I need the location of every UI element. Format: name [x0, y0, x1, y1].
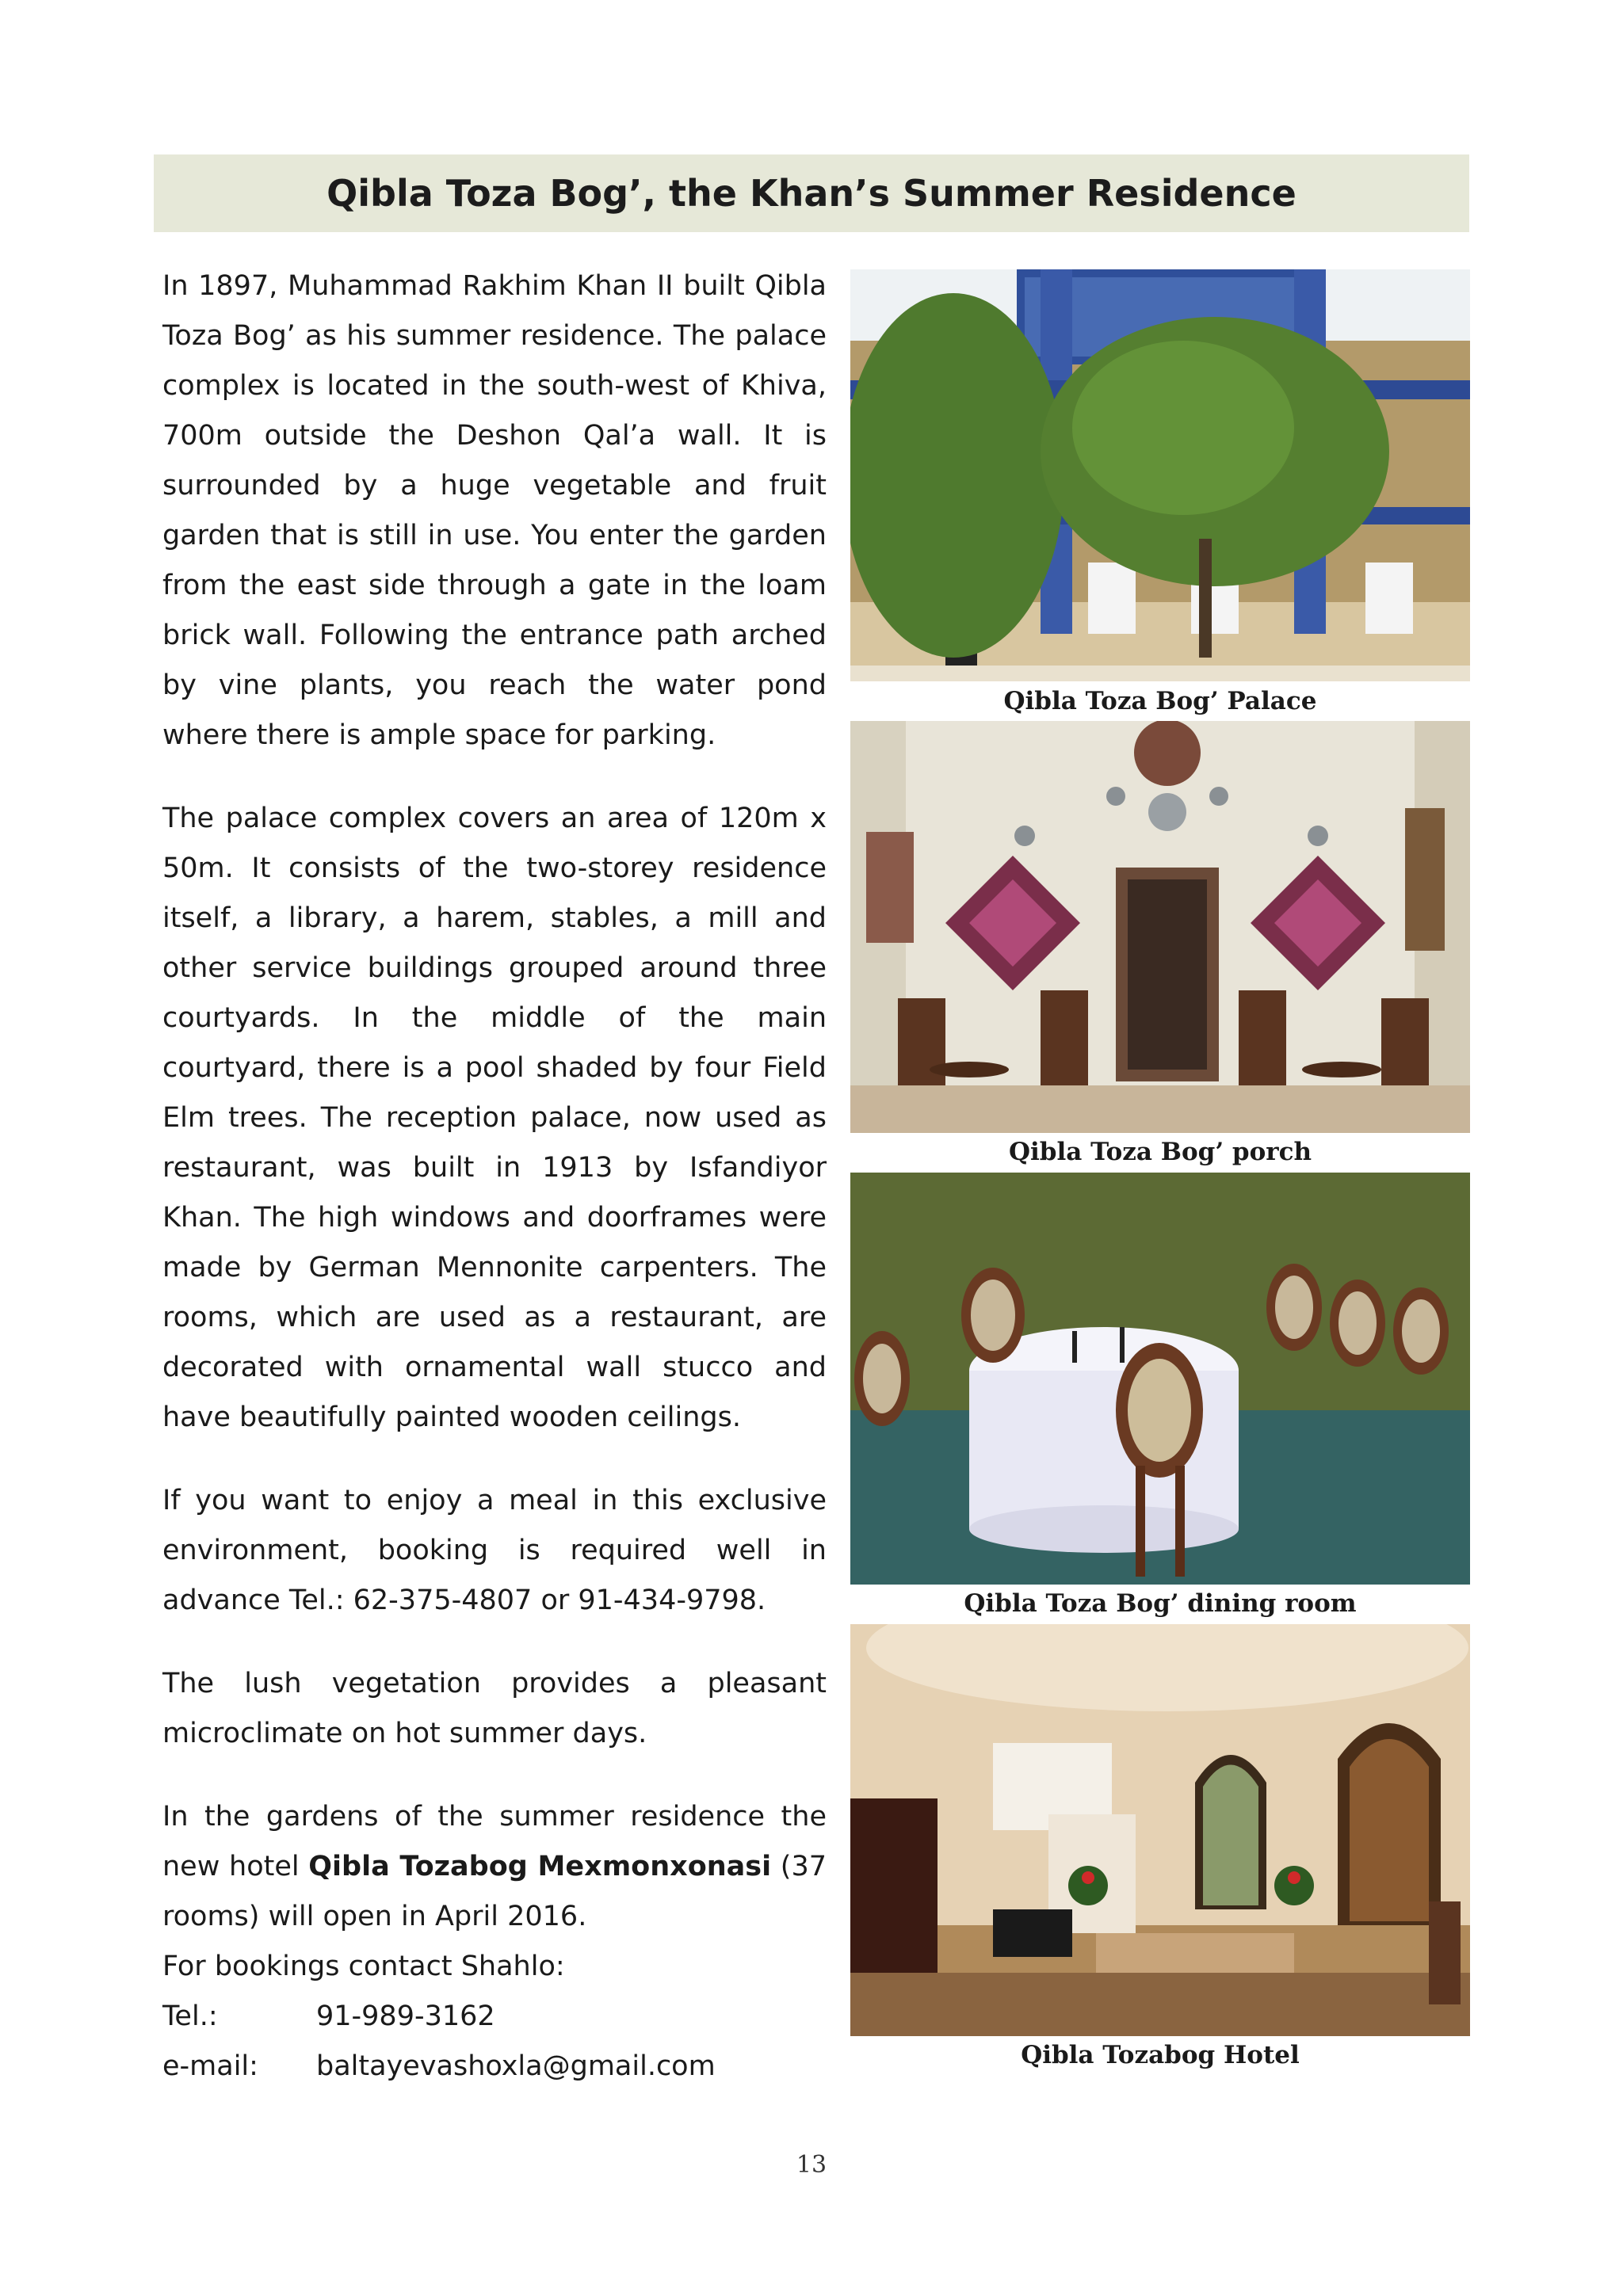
hotel-name: Qibla Tozabog Mexmonxonasi	[308, 1851, 772, 1882]
hotel-opening: will open in April 2016.	[268, 1901, 587, 1932]
porch-photo	[850, 721, 1470, 1133]
email-label: e-mail:	[162, 2050, 258, 2082]
contact-line: For bookings contact Shahlo:	[162, 1951, 565, 1982]
contact-email-row	[162, 2042, 827, 2092]
email-value: baltayevashoxla@gmail.com	[316, 2050, 716, 2082]
paragraph-complex: The palace complex covers an area of 120m x 50m. It consists of the two-storey residence itself, a library, a harem, stables, a mill and other service buildings grouped around three courtyards. In the middle of the main courtyard, there is a pool shaded by four Field Elm trees. The reception palace, now used as restaurant, was built in 1913 by Isfandiyor Khan. The high windows and doorframes were made by German Mennonite carpenters. The rooms, which are used as a restaurant, are decorated with ornamental wall stucco and have beautifully painted wooden ceilings.	[162, 803, 827, 1433]
contact-tel-row	[162, 1992, 827, 2042]
dining-caption: Qibla Toza Bog’ dining room	[964, 1589, 1357, 1618]
hotel-rooms: (37 rooms)	[162, 1851, 827, 1932]
tel-label: Tel.:	[162, 2000, 218, 2032]
palace-photo	[850, 269, 1470, 681]
dining-photo	[850, 1173, 1470, 1585]
page-title: Qibla Toza Bog’, the Khan’s Summer Residence	[327, 172, 1296, 215]
paragraph-hotel	[162, 1792, 827, 1942]
paragraph-booking: If you want to enjoy a meal in this exclusive environment, booking is required well in advance Tel.: 62-375-4807 or 91-434-9798.	[162, 1485, 827, 1616]
palace-caption: Qibla Toza Bog’ Palace	[1003, 687, 1317, 715]
hotel-caption: Qibla Tozabog Hotel	[1021, 2041, 1300, 2069]
paragraph-history: In 1897, Muhammad Rakhim Khan II built Qibla Toza Bog’ as his summer residence. The palace complex is located in the south-west of Khiva, 700m outside the Deshon Qal’a wall. It is surrounded by a huge vegetable and fruit garden that is still in use. You enter the garden from the east side through a gate in the loam brick wall. Following the entrance path arched by vine plants, you reach the water pond where there is ample space for parking.	[162, 270, 827, 751]
hotel-intro: In the gardens of the summer residence the new hotel	[162, 1801, 827, 1882]
page-number: 13	[796, 2151, 827, 2179]
tel-value: 91-989-3162	[316, 2000, 495, 2032]
porch-caption: Qibla Toza Bog’ porch	[1008, 1138, 1312, 1166]
body-text	[162, 261, 827, 2092]
title-banner	[154, 154, 1469, 232]
hotel-photo	[850, 1624, 1470, 2036]
paragraph-climate: The lush vegetation provides a pleasant microclimate on hot summer days.	[162, 1668, 827, 1749]
